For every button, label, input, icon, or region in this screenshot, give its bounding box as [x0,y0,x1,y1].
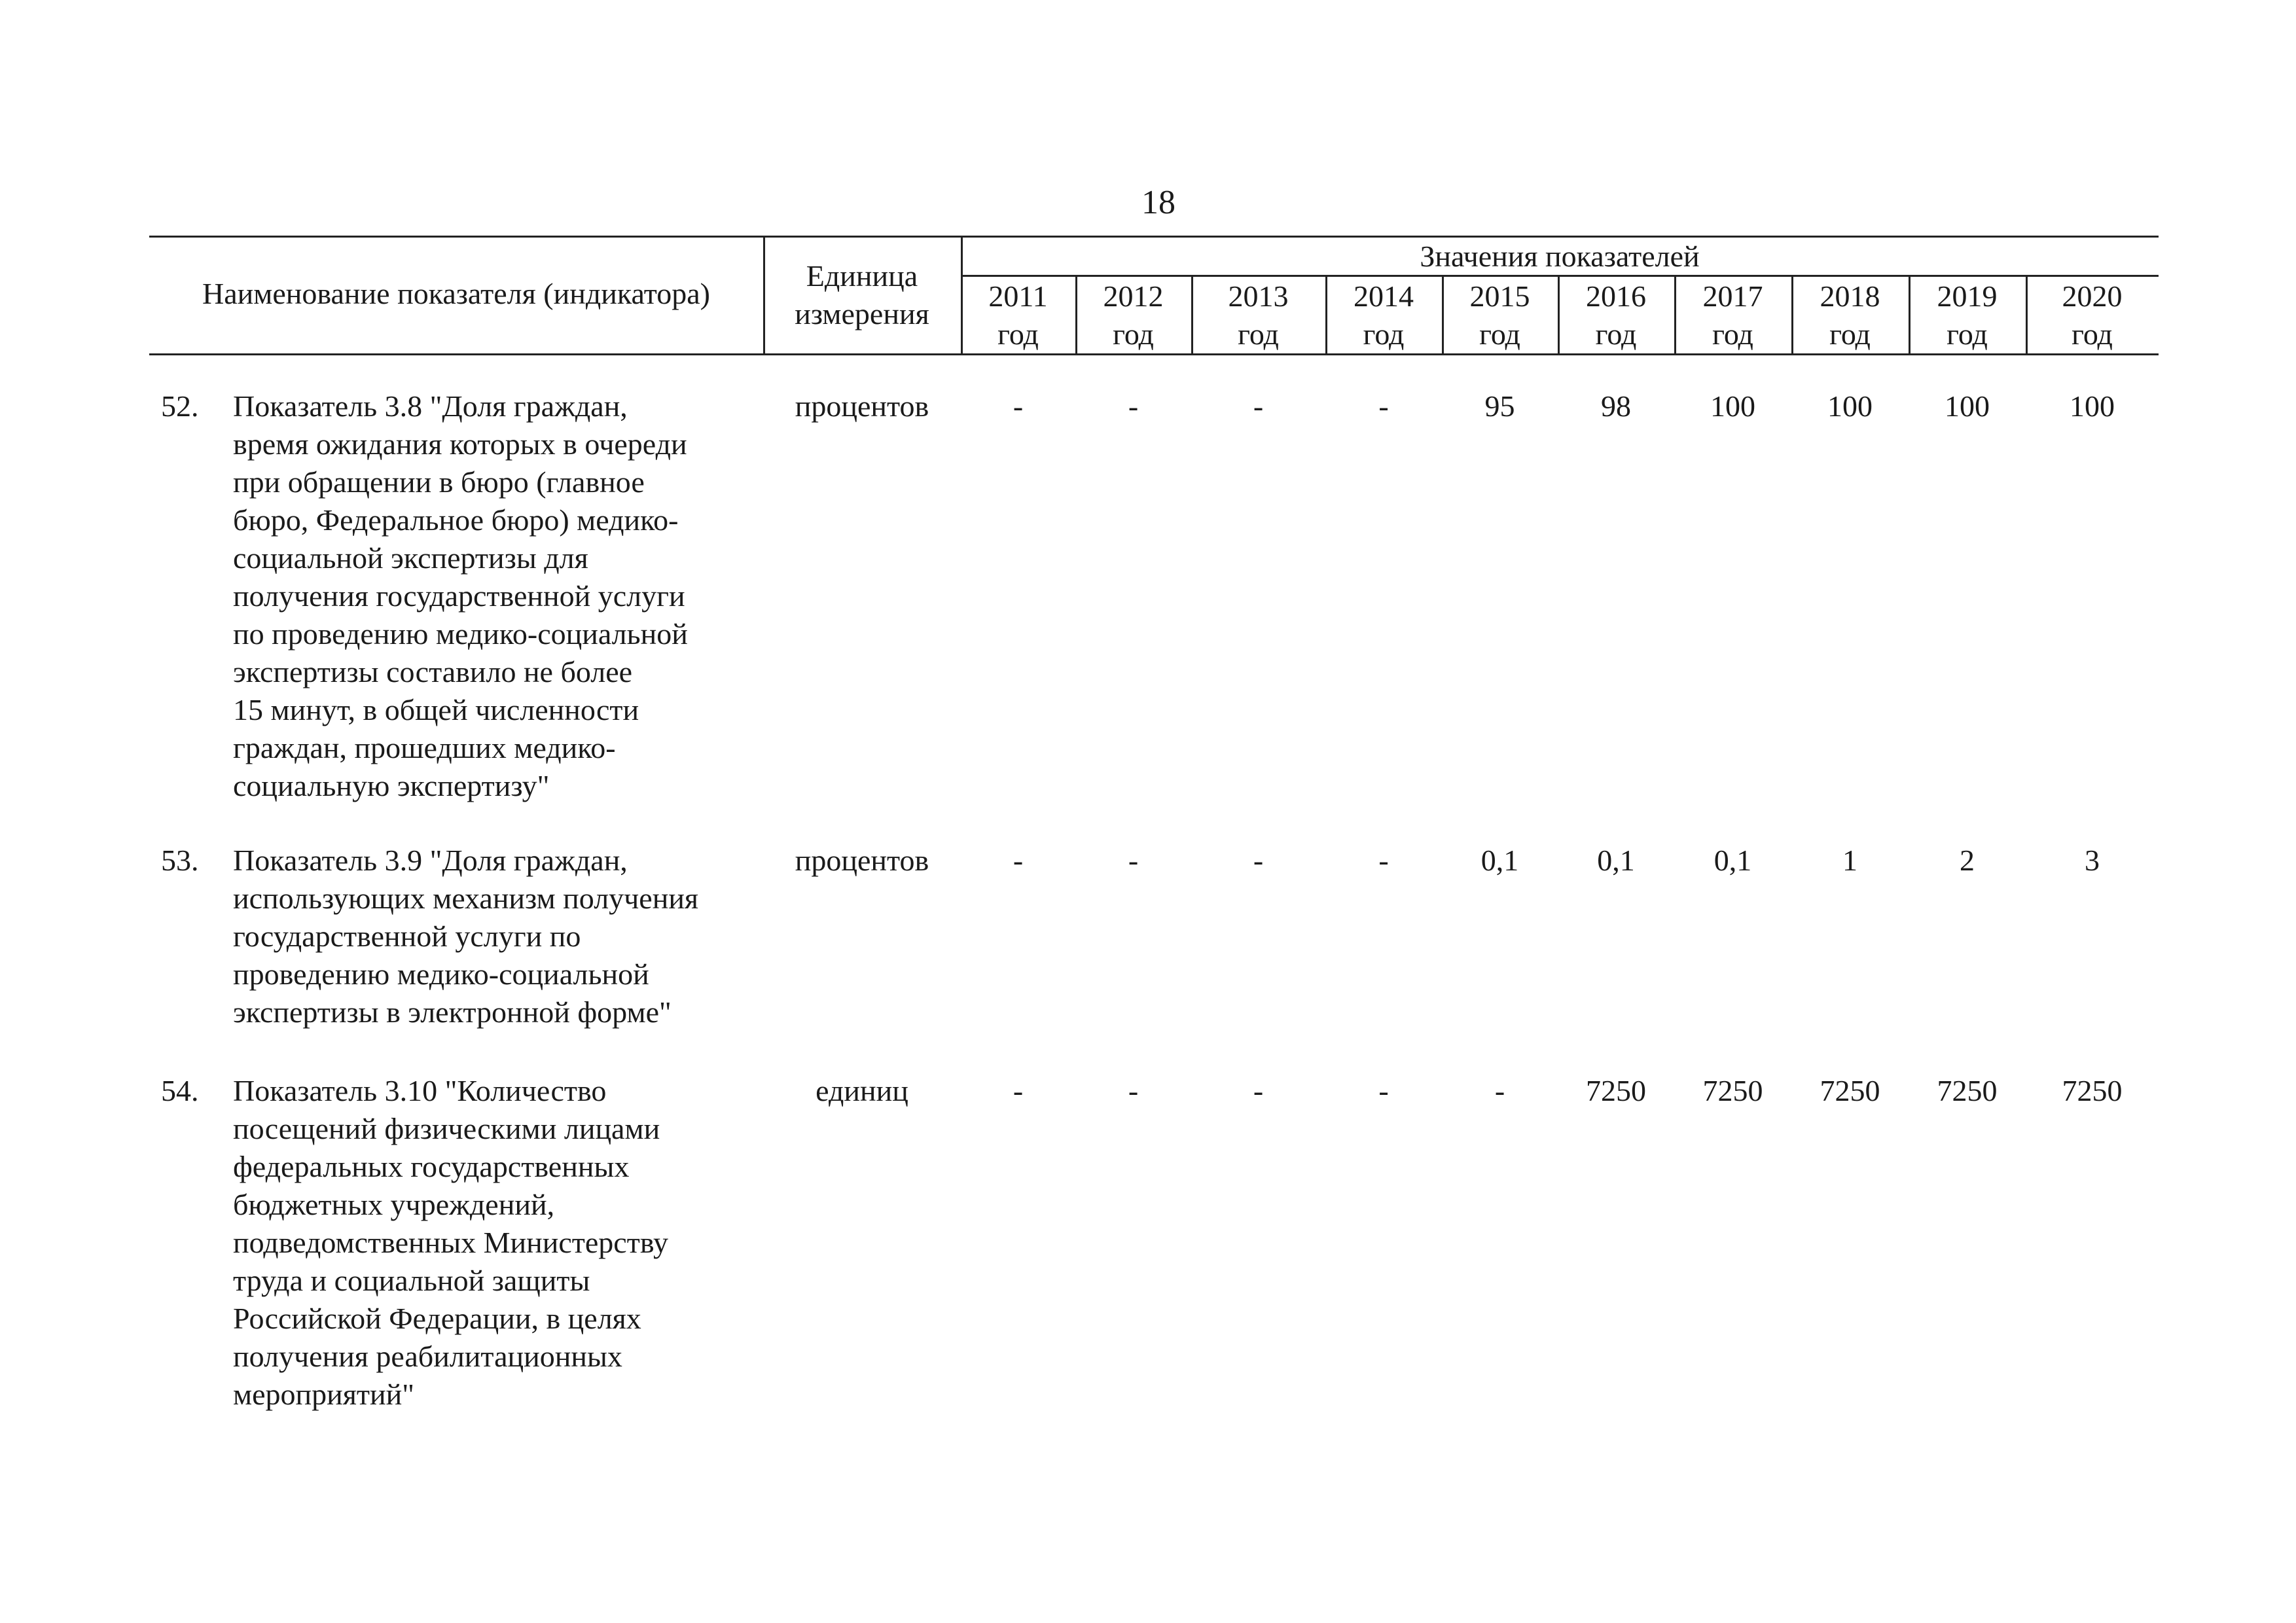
value-cell-2018: 1 [1842,844,1857,877]
value-cell-2011: - [1013,389,1024,423]
year-header-2013: 2013 [1228,279,1289,313]
value-cell-2017: 0,1 [1713,844,1752,877]
value-cell-2011: - [1013,844,1024,877]
row-number: 52. [161,389,199,423]
indicator-name-line: использующих механизм получения [233,882,699,915]
value-cell-2012: - [1128,844,1139,877]
year-header-2011: 2011 [988,279,1048,313]
year-header-suffix: год [1712,317,1753,351]
indicator-name-line: бюро, Федеральное бюро) медико- [233,503,679,537]
value-cell-2016: 0,1 [1597,844,1635,877]
indicator-name-line: при обращении в бюро (главное [233,465,645,499]
value-cell-2012: - [1128,389,1139,423]
indicator-name-line: посещений физическими лицами [233,1112,660,1145]
indicator-name [233,387,822,805]
value-cell-2019: 7250 [1937,1074,1998,1107]
value-cell-2013: - [1253,844,1264,877]
indicator-name-line: проведению медико-социальной [233,957,649,991]
value-cell-2013: - [1253,1074,1264,1107]
indicator-name-line: Показатель 3.9 "Доля граждан, [233,844,628,877]
value-cell-2016: 98 [1601,389,1631,423]
value-cell-2013: - [1253,389,1264,423]
indicator-name-line: социальную экспертизу" [233,769,550,802]
year-header-2018: 2018 [1820,279,1880,313]
unit-of-measure: процентов [795,844,929,877]
header-unit-line2: измерения [795,297,929,330]
row-number: 53. [161,844,199,877]
value-cell-2018: 7250 [1820,1074,1880,1107]
value-cell-2012: - [1128,1074,1139,1107]
indicator-name-line: Российской Федерации, в целях [233,1302,641,1335]
value-cell-2014: - [1378,844,1389,877]
indicator-name-line: подведомственных Министерству [233,1226,668,1259]
header-values-group: Значения показателей [1420,240,1700,273]
indicator-name-line: труда и социальной защиты [233,1264,590,1297]
indicator-name-line: 15 минут, в общей численности [233,693,639,726]
unit-of-measure: единиц [816,1074,908,1107]
header-bottom-rule [149,353,2159,355]
year-header-suffix: год [2072,317,2113,351]
indicator-name-line: социальной экспертизы для [233,541,588,575]
indicator-name-line: получения государственной услуги [233,579,685,613]
year-header-suffix: год [1113,317,1154,351]
value-cell-2011: - [1013,1074,1024,1107]
value-cell-2017: 100 [1710,389,1755,423]
value-cell-2014: - [1378,389,1389,423]
indicator-name-line: по проведению медико-социальной [233,617,688,651]
value-cell-2016: 7250 [1586,1074,1646,1107]
year-header-suffix: год [1479,317,1520,351]
indicator-name-line: граждан, прошедших медико- [233,731,616,764]
value-cell-2019: 100 [1945,389,1990,423]
indicator-name-line: мероприятий" [233,1378,415,1411]
value-cell-2020: 3 [2085,844,2100,877]
year-header-suffix: год [1829,317,1871,351]
row-number: 54. [161,1074,199,1107]
year-header-suffix: год [997,317,1039,351]
value-cell-2018: 100 [1827,389,1873,423]
value-cell-2020: 100 [2070,389,2115,423]
year-header-suffix: год [1238,317,1279,351]
value-cell-2019: 2 [1960,844,1975,877]
indicator-name-line: бюджетных учреждений, [233,1188,555,1221]
indicator-name-line: Показатель 3.10 "Количество [233,1074,607,1107]
value-cell-2017: 7250 [1702,1074,1763,1107]
indicator-name-line: получения реабилитационных [233,1340,622,1373]
value-cell-2015: 95 [1484,389,1515,423]
year-header-2016: 2016 [1586,279,1646,313]
value-cell-2014: - [1378,1074,1389,1107]
year-header-2017: 2017 [1702,279,1763,313]
indicator-name [233,1072,822,1414]
indicator-name-line: федеральных государственных [233,1150,630,1183]
year-header-2019: 2019 [1937,279,1998,313]
unit-of-measure: процентов [795,389,929,423]
year-header-2012: 2012 [1103,279,1164,313]
indicator-name-line: экспертизы в электронной форме" [233,995,672,1029]
indicator-name-line: Показатель 3.8 "Доля граждан, [233,389,628,423]
indicator-name-line: государственной услуги по [233,919,581,953]
header-unit-line1: Единица [806,259,918,293]
value-cell-2015: - [1494,1074,1505,1107]
year-header-suffix: год [1946,317,1988,351]
year-header-suffix: год [1595,317,1637,351]
page-number: 18 [1141,184,1175,221]
year-header-suffix: год [1363,317,1405,351]
indicator-name [233,842,822,1031]
value-cell-2015: 0,1 [1480,844,1519,877]
indicator-name-line: время ожидания которых в очереди [233,427,687,461]
year-header-2014: 2014 [1354,279,1414,313]
indicator-name-line: экспертизы составило не более [233,655,633,688]
header-name-column: Наименование показателя (индикатора) [202,277,710,310]
year-header-2015: 2015 [1469,279,1530,313]
year-header-2020: 2020 [2062,279,2123,313]
value-cell-2020: 7250 [2062,1074,2123,1107]
